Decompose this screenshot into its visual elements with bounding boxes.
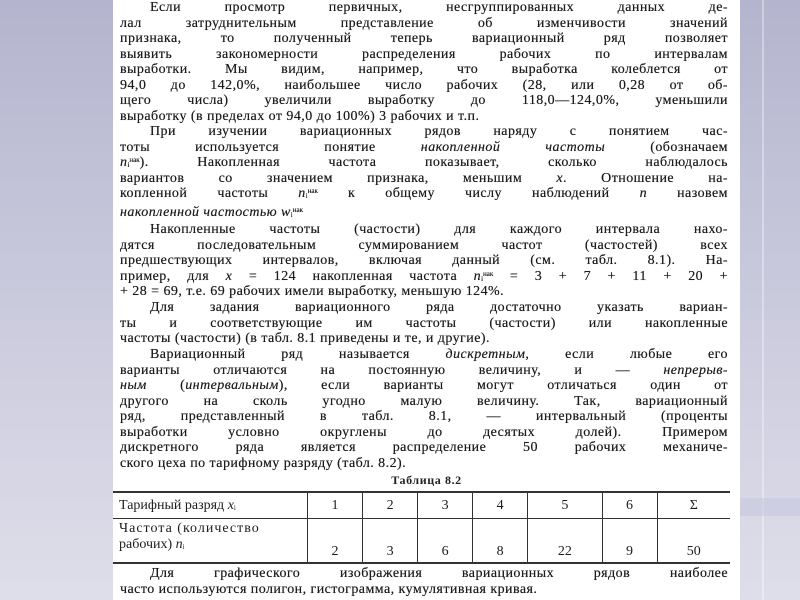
table-row-frequencies (113, 519, 730, 564)
text-run: выявить закономерности распределения рабочих по интервалам (120, 46, 728, 62)
superscript: нак (307, 187, 318, 195)
text-run: варианты отличаются на постоянную величину, и — (120, 362, 664, 378)
text-line (120, 269, 728, 285)
text-run: лал затруднительным представление об изменчивости значений (120, 15, 728, 31)
subscript: i (481, 274, 484, 283)
math-variable: n (473, 268, 482, 284)
text-run: пример, для (120, 268, 226, 284)
text-run: дятся последовательным суммированием частот (частостей) всех (120, 237, 728, 253)
italic-term: накопленной частоты (420, 139, 606, 155)
text-run: дискретного ряда является распределение 50 рабочих механиче- (120, 440, 728, 455)
table-cell: 6 (602, 492, 657, 519)
row-label: Частота (количество (119, 521, 260, 536)
table-cell: 2 (363, 492, 418, 519)
text-run: = 3 + 7 + 11 + 20 + (493, 268, 728, 284)
text-run: часто используются полигон, гистограмма, кумулятивная кривая. (120, 581, 538, 597)
text-run: другого на сколь угодно малую величину. Так, вариационный (120, 393, 728, 409)
text-run: Вариационный ряд называется (150, 347, 446, 362)
scanned-page (113, 0, 740, 600)
text-line (120, 409, 728, 425)
math-variable: w (281, 204, 291, 220)
italic-term: интервальным (185, 378, 279, 393)
closing-paragraph (120, 566, 728, 597)
text-line (120, 0, 728, 16)
text-line (120, 316, 728, 332)
table-cell: 6 (418, 519, 473, 564)
text-run: копленной частоты (120, 186, 299, 201)
text-run: выработку (в пределах от 94,0 до 100%) 3 рабочих и т.п. (120, 108, 480, 124)
text-line (120, 253, 728, 269)
text-line (120, 456, 728, 472)
text-run: ряд, представленный в табл. 8.1, — интервальный (проценты (120, 409, 728, 424)
text-line (120, 347, 728, 363)
math-variable: n (120, 155, 128, 170)
text-line (120, 155, 728, 171)
subscript: i (182, 543, 185, 551)
table-cell: 5 (528, 492, 602, 519)
text-line (120, 140, 728, 156)
table-cell: 22 (528, 519, 602, 564)
text-line (120, 582, 728, 598)
subscript: i (127, 161, 130, 169)
italic-term: накопленной частостью (120, 204, 281, 220)
text-run: = 124 накопленная частота (232, 268, 474, 284)
text-run: назовем (647, 186, 728, 201)
text-run: выработки условно округлены до десятых долей). Примером (120, 424, 728, 440)
table-cell: 3 (363, 519, 418, 564)
text-run: вариантов со значением признака, меньшим (120, 170, 557, 186)
text-run: Если просмотр первичных, несгруппированных данных де- (150, 0, 728, 15)
superscript: нак (292, 205, 304, 214)
text-run: Для графического изображения вариационных рядов наиболее (150, 566, 728, 581)
table-cell: 1 (308, 492, 363, 519)
variable-x: x (227, 497, 234, 513)
text-line (120, 186, 728, 202)
italic-term: ным (120, 378, 147, 393)
table-cell: 4 (473, 492, 528, 519)
paragraph-5 (120, 347, 728, 471)
text-line (120, 31, 728, 47)
table-cell: 8 (473, 519, 528, 564)
paragraph-3 (120, 222, 728, 300)
text-line (120, 171, 728, 187)
row-header-grade (113, 492, 308, 519)
text-line (120, 394, 728, 410)
table-title: Таблица 8.2 (391, 473, 462, 487)
superscript: нак (483, 269, 494, 278)
text-line (120, 62, 728, 78)
text-run: признака, то полученный теперь вариационный ряд позволяет (120, 31, 728, 46)
subscript: i (233, 503, 236, 512)
paragraph-2 (120, 124, 728, 222)
table-cell-sum: Σ (657, 492, 730, 519)
text-run: ского цеха по тарифному разряду (табл. 8.2). (120, 455, 407, 471)
paragraph-1 (120, 0, 728, 124)
text-line (120, 284, 728, 300)
table-cell-total: 50 (657, 519, 730, 564)
text-line (120, 425, 728, 441)
text-line (120, 93, 728, 109)
text-run: ). Накопленная частота показывает, сколько наблюдалось (139, 155, 728, 170)
math-variable: n (298, 186, 306, 201)
italic-term: x (556, 170, 563, 186)
text-run: предшествующих интервалов, включая данный (см. табл. 8.1). На- (120, 253, 728, 268)
text-run: Накопленные частоты (частости) для каждого интервала нахо- (150, 222, 728, 237)
text-line (120, 124, 728, 140)
background-scale-base (740, 498, 800, 516)
text-run: , если любые его (525, 347, 728, 362)
text-run: При изучении вариационных рядов наряду с понятием час- (150, 124, 728, 139)
table-cell: 2 (308, 519, 363, 564)
italic-term: непрерыв- (663, 362, 728, 378)
row-label: рабочих) (119, 537, 176, 552)
superscript: нак (129, 156, 140, 164)
variable-n: n (175, 537, 183, 552)
table-cell: 3 (418, 492, 473, 519)
text-line (120, 331, 728, 347)
italic-term: дискретным (445, 347, 526, 362)
text-run: Для задания вариационного ряда достаточно указать вариан- (150, 300, 728, 315)
text-run: ( (146, 378, 186, 393)
text-run: + 28 = 69, т.е. 69 рабочих имели выработку, меньшую 124%. (120, 284, 505, 299)
italic-term: x (225, 268, 233, 284)
text-run: ты и соответствующие им частоты (частости) или накопленные (120, 315, 728, 331)
paragraph-4 (120, 300, 728, 347)
table-cell: 9 (602, 519, 657, 564)
text-run: к общему числу наблюдений (317, 186, 640, 201)
text-line (120, 78, 728, 94)
text-line (120, 47, 728, 63)
text-line (120, 109, 728, 125)
table-row-grades (113, 492, 730, 519)
text-line (120, 566, 728, 582)
text-run: щего числа) увеличили выработку до 118,0—124,0%, уменьшили (120, 93, 728, 108)
text-run: (обозначаем (605, 139, 728, 155)
text-run: . Отношение на- (563, 170, 729, 186)
grade-frequency-table (113, 491, 730, 564)
row-label: Тарифный разряд (119, 497, 228, 513)
italic-term: n (639, 186, 648, 201)
text-line (120, 440, 728, 456)
text-line (120, 363, 728, 379)
text-run: 94,0 до 142,0%, наибольшее число рабочих (28, или 0,28 от об- (120, 77, 728, 93)
text-line (120, 300, 728, 316)
text-run: частоты (частости) (в табл. 8.1 приведены и те, и другие). (120, 331, 490, 346)
subscript: i (305, 192, 308, 200)
text-line (120, 202, 728, 222)
text-line (120, 222, 728, 238)
text-run: выработки. Мы видим, например, что выработка колеблется от (120, 62, 728, 77)
subscript: i (290, 210, 293, 219)
text-run: ), если варианты могут отличаться один от (278, 378, 729, 393)
text-line (120, 378, 728, 394)
row-header-frequency (113, 519, 308, 564)
text-line (120, 238, 728, 254)
text-run: тоты используется понятие (120, 139, 421, 155)
text-line (120, 16, 728, 32)
